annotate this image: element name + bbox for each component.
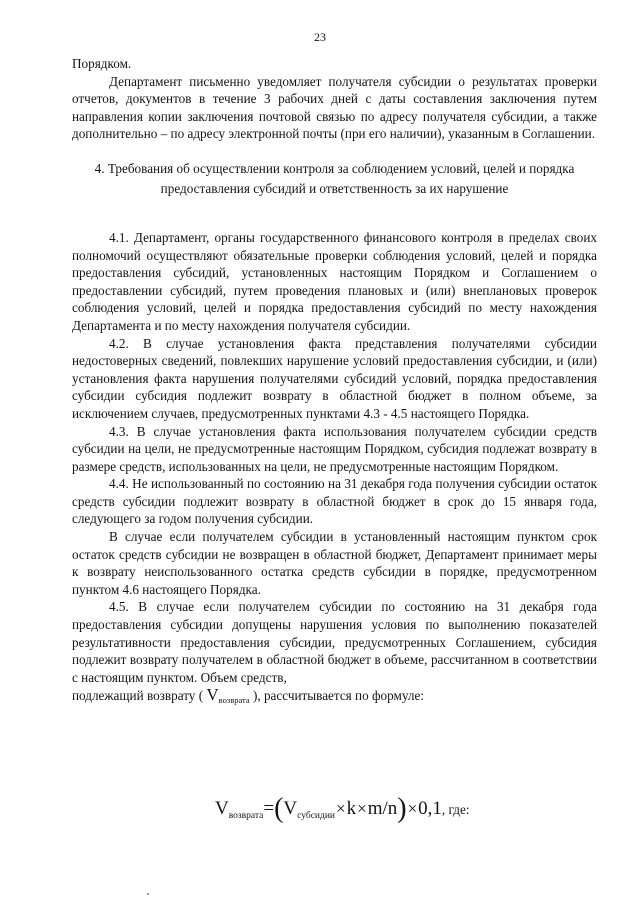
scan-speck [147, 893, 149, 895]
formula-times-2: × [357, 799, 367, 818]
formula-lhs-sub: возврата [228, 811, 264, 821]
paragraph-4-4: 4.4. Не использованный по состоянию на 31 декабря года получения субсидии остаток средств субсидии подлежит возврату в областной бюджет в срок до 15 января года, следующего за годом получения субсидии. [72, 476, 597, 527]
formula-inner-var: V [283, 798, 298, 819]
formula-tail: , где: [441, 802, 470, 817]
inline-formula-var: V [206, 685, 219, 705]
formula-open-paren: ( [274, 793, 284, 824]
paragraph-4-5-end [72, 686, 597, 707]
body-text [72, 55, 597, 707]
formula-times-3: × [407, 799, 418, 818]
return-formula [215, 790, 470, 830]
paragraph-4-5: 4.5. В случае если получателем субсидии по состоянию на 31 декабря года предоставления субсидии допущены нарушения условия по выполнению показателей результативности предоставления субсидии, предусмотренных Соглашением, субсидия подлежит возврату получателем в областной бюджет в объеме, рассчитанном в соответствии с настоящим пунктом. Объем средств, [72, 599, 597, 685]
formula-equals: = [263, 798, 275, 819]
paragraph-4-3: 4.3. В случае установления факта использования получателем субсидии средств субсидии на цели, не предусмотренные настоящим Порядком, субсидия подлежат возврату в размере средств, использованных на цели, не предусмотренные настоящим Порядком. [72, 423, 597, 474]
inline-formula-sub: возврата [218, 695, 250, 706]
paragraph-4-5-end-suffix: ), рассчитывается по формуле: [252, 688, 424, 704]
paragraph-4-1: 4.1. Департамент, органы государственного финансового контроля в пределах своих полномочий осуществляют обязательные проверки соблюдения условий, целей и порядка предоставления субсидий, установленных настоящим Порядком и Соглашением о предоставлении субсидий, путем проведения плановых и (или) внеплановых проверок соблюдения условий, целей и порядка предоставления субсидий по месту нахождения Департамента и по месту нахождения получателя субсидии. [72, 229, 597, 333]
formula-times-1: × [336, 799, 346, 818]
page-number: 23 [314, 30, 326, 44]
formula-close-paren: ) [397, 793, 407, 824]
paragraph-notification: Департамент письменно уведомляет получателя субсидии о результатах проверки отчетов, документов в течение 3 рабочих дней с даты составления заключения путем направления копии заключения почтовой связью по адресу получателя субсидии, а также дополнительно – по адресу электронной почты (при его наличии), указанным в Соглашении. [72, 73, 597, 142]
formula-k: k [346, 798, 357, 819]
paragraph-continuation: Порядком. [72, 56, 132, 71]
formula-inner-sub: субсидии [297, 811, 335, 821]
paragraph-4-4-continuation: В случае если получателем субсидии в установленный настоящим пунктом срок остаток средств субсидии не возвращен в областной бюджет, Департамент принимает меры к возврату неиспользованного остатка средств субсидии в порядке, предусмотренном пунктом 4.6 настоящего Порядка. [72, 529, 597, 597]
section-title: 4. Требования об осуществлении контроля за соблюдением условий, целей и порядка предоставления субсидий и ответственность за их нарушение [94, 160, 575, 196]
formula-lhs-var: V [215, 798, 229, 819]
formula-ratio: m/n [367, 798, 398, 819]
formula-coef: 0,1 [418, 798, 442, 819]
paragraph-4-2: 4.2. В случае установления факта представления получателями субсидии недостоверных сведений, повлекших нарушение условий предоставления субсидии, и (или) установления факта нарушения получателями субсидий условий, порядка предоставления субсидии субсидия подлежит возврату в областной бюджет в полном объеме, за исключением случаев, предусмотренных пунктами 4.3 - 4.5 настоящего Порядка. [72, 335, 597, 421]
paragraph-4-5-end-prefix: подлежащий возврату ( [72, 688, 204, 704]
